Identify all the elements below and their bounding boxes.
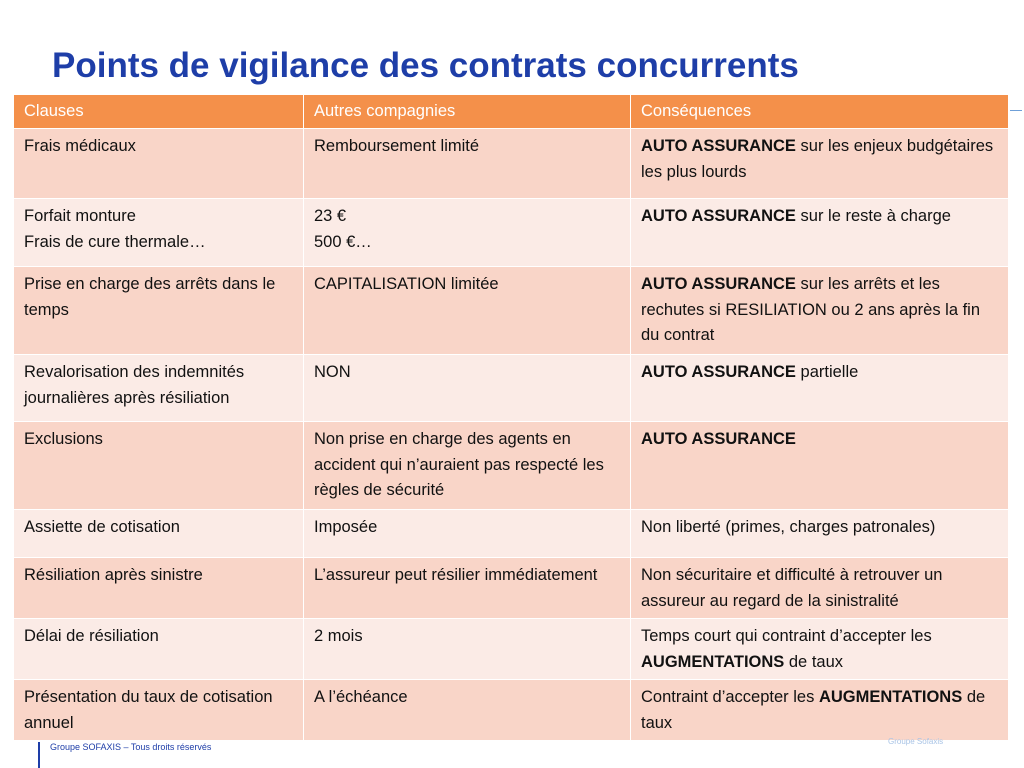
vigilance-table xyxy=(13,94,1009,741)
cell-autres xyxy=(304,355,631,422)
cell-autres xyxy=(304,680,631,741)
cell-clause xyxy=(14,129,304,199)
autres-line: 500 €… xyxy=(314,232,372,251)
table-row xyxy=(14,355,1009,422)
autres-line: A l’échéance xyxy=(314,688,408,706)
cell-clause xyxy=(14,267,304,355)
cell-consequences xyxy=(631,422,1009,510)
autres-line: Non prise en charge des agents en accident qui n’auraient pas respecté les règles de sécurité xyxy=(314,430,604,499)
clause-line: Revalorisation des indemnités journalières après résiliation xyxy=(24,363,245,407)
clause-line: Forfait monture xyxy=(24,207,136,225)
cell-consequences xyxy=(631,129,1009,199)
brand-watermark: Groupe Sofaxis xyxy=(888,737,944,746)
consequence-bold: AUTO ASSURANCE xyxy=(641,137,796,155)
autres-line: NON xyxy=(314,363,351,381)
cell-clause xyxy=(14,680,304,741)
autres-line: 23 € xyxy=(314,207,347,225)
clause-line: Résiliation après sinistre xyxy=(24,566,203,584)
cell-autres xyxy=(304,558,631,619)
cell-consequences xyxy=(631,267,1009,355)
cell-clause xyxy=(14,355,304,422)
consequence-text: Non sécuritaire et difficulté à retrouver un assureur au regard de la sinistralité xyxy=(641,566,943,610)
clause-line: Exclusions xyxy=(24,430,103,448)
table-row xyxy=(14,510,1009,558)
consequence-bold: AUTO ASSURANCE xyxy=(641,430,796,448)
cell-consequences xyxy=(631,619,1009,680)
autres-line: Imposée xyxy=(314,518,378,536)
clause-line: Présentation du taux de cotisation annuel xyxy=(24,688,273,732)
table-row xyxy=(14,129,1009,199)
clause-line: Assiette de cotisation xyxy=(24,518,180,536)
consequence-bold: AUTO ASSURANCE xyxy=(641,207,796,225)
cell-clause xyxy=(14,199,304,267)
cell-autres xyxy=(304,619,631,680)
cell-autres xyxy=(304,129,631,199)
vigilance-table-container xyxy=(13,94,1008,741)
cell-autres xyxy=(304,422,631,510)
table-row xyxy=(14,422,1009,510)
table-header-row xyxy=(14,95,1009,129)
cell-autres xyxy=(304,267,631,355)
consequence-bold: AUGMENTATIONS xyxy=(641,652,785,671)
consequence-bold: AUGMENTATIONS xyxy=(818,688,963,706)
table-row xyxy=(14,199,1009,267)
cell-consequences xyxy=(631,199,1009,267)
header-clauses: Clauses xyxy=(14,95,304,129)
cell-consequences xyxy=(631,510,1009,558)
footer-copyright: Groupe SOFAXIS – Tous droits réservés xyxy=(50,742,212,752)
clause-line: Frais médicaux xyxy=(24,137,136,155)
cell-autres xyxy=(304,199,631,267)
consequence-text: de taux xyxy=(784,652,844,671)
autres-line: L’assureur peut résilier immédiatement xyxy=(314,566,598,584)
cell-clause xyxy=(14,510,304,558)
header-autres-compagnies: Autres compagnies xyxy=(304,95,631,129)
decorative-line xyxy=(1010,110,1022,111)
consequence-text: sur le reste à charge xyxy=(795,207,951,225)
consequence-text: partielle xyxy=(795,363,859,381)
clause-line: Frais de cure thermale… xyxy=(24,232,206,251)
table-row xyxy=(14,267,1009,355)
autres-line: 2 mois xyxy=(314,627,363,645)
clause-line: Prise en charge des arrêts dans le temps xyxy=(24,275,276,319)
consequence-bold: AUTO ASSURANCE xyxy=(641,363,796,381)
cell-consequences xyxy=(631,680,1009,741)
cell-consequences xyxy=(631,558,1009,619)
header-consequences: Conséquences xyxy=(631,95,1009,129)
cell-autres xyxy=(304,510,631,558)
clause-line: Délai de résiliation xyxy=(24,627,159,645)
consequence-text: sur les enjeux budgétaires les plus lourds xyxy=(641,137,994,181)
page-title: Points de vigilance des contrats concurrents xyxy=(52,46,799,85)
table-row xyxy=(14,558,1009,619)
autres-line: CAPITALISATION limitée xyxy=(314,275,499,293)
cell-clause xyxy=(14,619,304,680)
table-row xyxy=(14,619,1009,680)
footer-divider xyxy=(38,742,40,768)
consequence-text: sur les arrêts et les rechutes si RESILIATION ou 2 ans après la fin du contrat xyxy=(641,275,981,344)
consequence-bold: AUTO ASSURANCE xyxy=(641,275,796,293)
consequence-text: Temps court qui contraint d’accepter les xyxy=(641,627,932,645)
consequence-text: de taux xyxy=(641,688,986,732)
cell-consequences xyxy=(631,355,1009,422)
autres-line: Remboursement limité xyxy=(314,137,480,155)
consequence-text: Contraint d’accepter les xyxy=(641,688,819,706)
consequence-text: Non liberté (primes, charges patronales) xyxy=(641,518,936,536)
cell-clause xyxy=(14,422,304,510)
cell-clause xyxy=(14,558,304,619)
table-row xyxy=(14,680,1009,741)
